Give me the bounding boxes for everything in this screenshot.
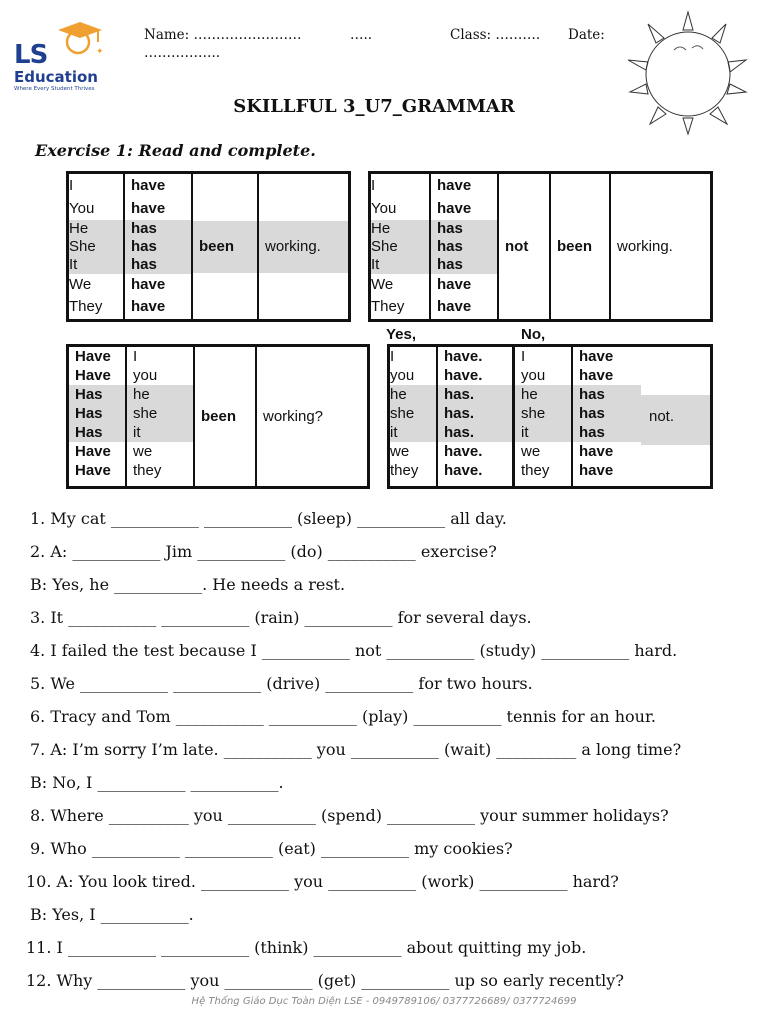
auxiliary-cell: Has	[69, 404, 125, 423]
question-2a: 2. A: ___________ Jim ___________ (do) ___________ exercise?	[30, 542, 497, 561]
pronoun-cell: It	[371, 256, 429, 274]
affirmative-table	[66, 171, 351, 322]
pronoun-cell: they	[521, 462, 550, 479]
question-table	[66, 344, 370, 489]
pronoun-cell: you	[390, 367, 415, 384]
auxiliary-column	[430, 173, 498, 321]
pronoun-cell: I	[390, 348, 395, 365]
logo-tagline: Where Every Student Thrives	[14, 86, 95, 92]
auxiliary-column	[68, 346, 127, 488]
logo-initials: LS	[14, 40, 48, 70]
question-6: 6. Tracy and Tom ___________ ___________ (play) ___________ tennis for an hour.	[30, 707, 656, 726]
short-answer-table	[387, 344, 713, 489]
not-cell: not.	[641, 346, 712, 488]
auxiliary-cell: have	[437, 276, 472, 293]
pronoun-cell: he	[515, 385, 571, 404]
pronoun-cell: he	[127, 385, 193, 404]
svg-text:✦: ✦	[96, 47, 104, 57]
question-8: 8. Where __________ you ___________ (spend) ___________ your summer holidays?	[30, 806, 669, 825]
pronoun-cell: they	[133, 462, 162, 479]
auxiliary-cell: have	[437, 177, 472, 194]
been-cell: been	[550, 173, 610, 321]
auxiliary-cell: have	[131, 177, 166, 194]
auxiliary-cell: has	[573, 404, 641, 423]
auxiliary-cell: has	[125, 220, 191, 238]
auxiliary-cell: have	[579, 443, 614, 460]
pronoun-cell: They	[371, 298, 405, 315]
auxiliary-cell: Have	[75, 443, 111, 460]
auxiliary-cell: have	[437, 200, 472, 217]
pronoun-cell: we	[390, 443, 410, 460]
auxiliary-cell: Have	[75, 367, 111, 384]
auxiliary-cell: has	[573, 423, 641, 442]
auxiliary-cell: have	[131, 276, 166, 293]
no-pronoun-column	[514, 346, 573, 488]
question-7b: B: No, I ___________ ___________.	[30, 773, 284, 792]
auxiliary-cell: have.	[444, 443, 483, 460]
been-cell: been	[194, 346, 256, 488]
no-auxiliary-column	[572, 346, 641, 488]
auxiliary-cell: has.	[438, 423, 512, 442]
pronoun-cell: We	[69, 276, 92, 293]
pronoun-cell: She	[371, 238, 429, 256]
date-field: Date:	[568, 27, 605, 43]
pronoun-cell: she	[127, 404, 193, 423]
pronoun-cell: she	[515, 404, 571, 423]
auxiliary-cell: Have	[75, 462, 111, 479]
question-2b: B: Yes, he ___________. He needs a rest.	[30, 575, 346, 594]
verb-cell: working.	[610, 173, 712, 321]
yes-pronoun-column	[389, 346, 438, 488]
auxiliary-cell: have.	[444, 367, 483, 384]
pronoun-cell: you	[521, 367, 546, 384]
pronoun-cell: We	[371, 276, 394, 293]
pronoun-cell: I	[69, 177, 74, 194]
pronoun-cell: we	[521, 443, 541, 460]
pronoun-column	[370, 173, 431, 321]
pronoun-cell: you	[133, 367, 158, 384]
auxiliary-cell: has	[431, 220, 497, 238]
auxiliary-cell: has	[573, 385, 641, 404]
auxiliary-cell: has	[431, 238, 497, 256]
pronoun-cell: He	[69, 220, 123, 238]
pronoun-cell: they	[390, 462, 419, 479]
pronoun-cell: You	[371, 200, 397, 217]
no-label: No,	[521, 326, 546, 343]
auxiliary-cell: have	[131, 200, 166, 217]
auxiliary-cell: has	[125, 256, 191, 274]
pronoun-cell: It	[69, 256, 123, 274]
graduate-cap-icon	[52, 18, 108, 58]
question-9: 9. Who ___________ ___________ (eat) ___________ my cookies?	[30, 839, 513, 858]
auxiliary-cell: have	[437, 298, 472, 315]
auxiliary-cell: have	[579, 348, 614, 365]
pronoun-cell: She	[69, 238, 123, 256]
worksheet-title: SKILLFUL 3_U7_GRAMMAR	[233, 96, 515, 117]
auxiliary-column	[124, 173, 192, 321]
question-10b: B: Yes, I ___________.	[30, 905, 194, 924]
question-11: 11. I ___________ ___________ (think) ___________ about quitting my job.	[26, 938, 587, 957]
pronoun-cell: You	[69, 200, 95, 217]
logo-name: Education	[14, 68, 98, 86]
pronoun-cell: I	[371, 177, 376, 194]
auxiliary-cell: has.	[438, 404, 512, 423]
question-10a: 10. A: You look tired. ___________ you ___________ (work) ___________ hard?	[26, 872, 619, 891]
pronoun-cell: it	[127, 423, 193, 442]
been-cell: been	[192, 173, 258, 321]
pronoun-cell: he	[390, 385, 436, 404]
auxiliary-cell: have	[579, 462, 614, 479]
auxiliary-cell: has.	[438, 385, 512, 404]
pronoun-cell: it	[515, 423, 571, 442]
pronoun-cell: He	[371, 220, 429, 238]
class-field: Class: ……….	[450, 27, 541, 43]
negative-table	[368, 171, 713, 322]
exercise-title: Exercise 1: Read and complete.	[35, 141, 316, 160]
name-field-dots: …..	[350, 27, 373, 43]
question-4: 4. I failed the test because I ___________ not ___________ (study) ___________ hard.	[30, 641, 678, 660]
question-7a: 7. A: I’m sorry I’m late. ___________ you ___________ (wait) __________ a long time?	[30, 740, 682, 759]
auxiliary-cell: Has	[69, 385, 125, 404]
date-field-continued: ……………..	[144, 45, 221, 61]
verb-cell: working.	[258, 173, 350, 321]
pronoun-column	[126, 346, 194, 488]
yes-auxiliary-column	[437, 346, 514, 488]
verb-cell: working?	[256, 346, 369, 488]
pronoun-cell: she	[390, 404, 436, 423]
pronoun-cell: They	[69, 298, 103, 315]
footer-contact: Hệ Thống Giáo Dục Toàn Diện LSE - 0949789106/ 0377726689/ 0377724699	[191, 996, 577, 1007]
auxiliary-cell: have.	[444, 348, 483, 365]
pronoun-cell: I	[521, 348, 526, 365]
not-cell: not	[498, 173, 550, 321]
name-field: Name: ……………………	[144, 27, 302, 43]
pronoun-column	[68, 173, 125, 321]
pronoun-cell: I	[133, 348, 138, 365]
pronoun-cell: it	[390, 423, 436, 442]
auxiliary-cell: has	[431, 256, 497, 274]
question-12: 12. Why ___________ you ___________ (get) ___________ up so early recently?	[26, 971, 624, 990]
question-3: 3. It ___________ ___________ (rain) ___________ for several days.	[30, 608, 532, 627]
pronoun-cell: we	[133, 443, 153, 460]
auxiliary-cell: Has	[69, 423, 125, 442]
question-5: 5. We ___________ ___________ (drive) ___________ for two hours.	[30, 674, 533, 693]
yes-label: Yes,	[386, 326, 417, 343]
auxiliary-cell: Have	[75, 348, 111, 365]
school-logo	[12, 18, 108, 96]
question-1: 1. My cat ___________ ___________ (sleep) ___________ all day.	[30, 509, 507, 528]
auxiliary-cell: have	[131, 298, 166, 315]
auxiliary-cell: has	[125, 238, 191, 256]
auxiliary-cell: have.	[444, 462, 483, 479]
auxiliary-cell: have	[579, 367, 614, 384]
